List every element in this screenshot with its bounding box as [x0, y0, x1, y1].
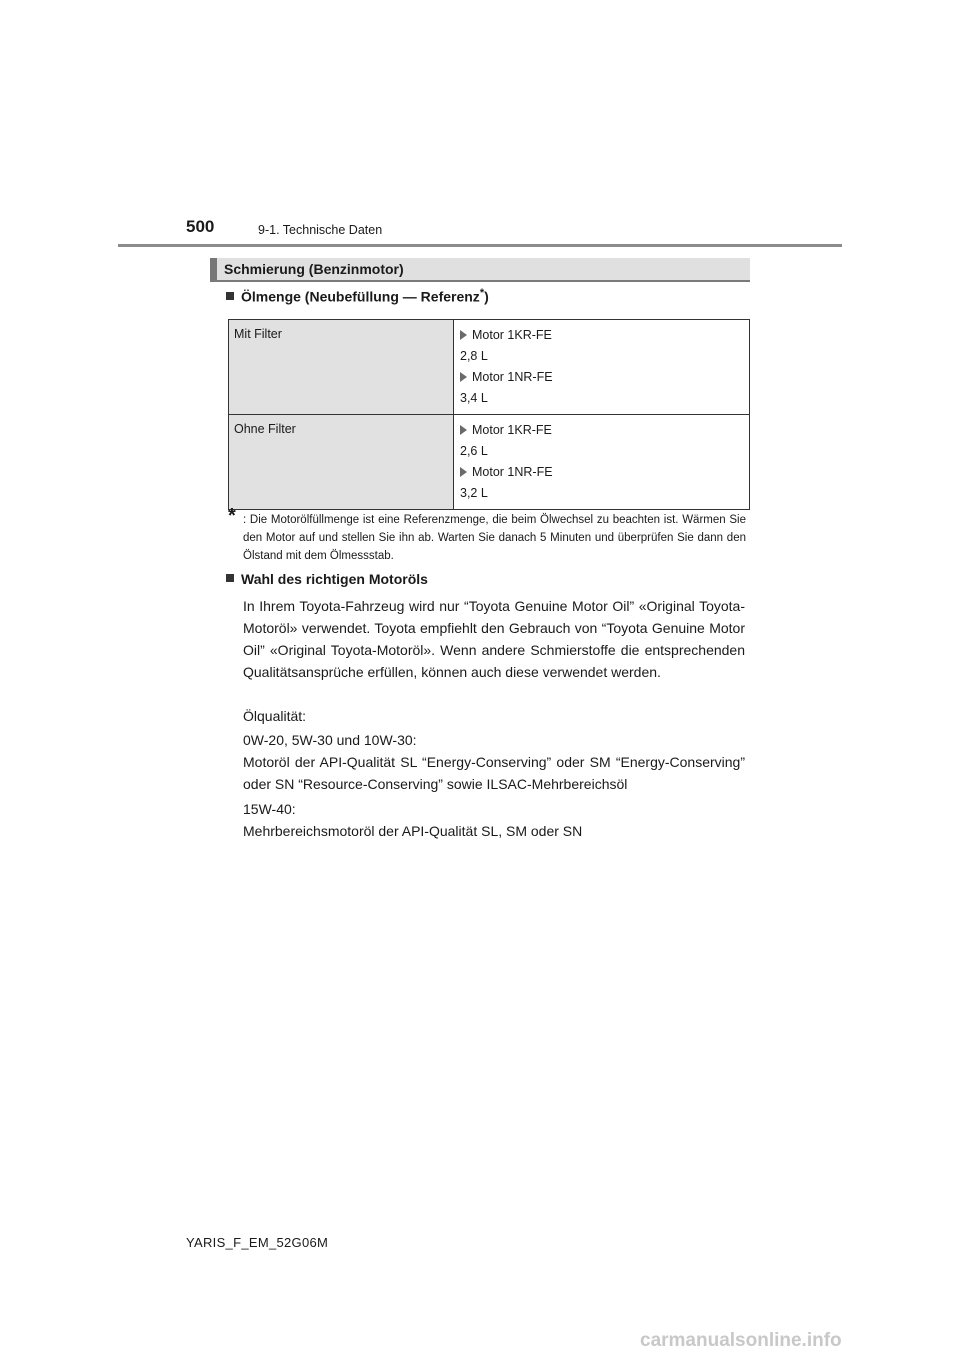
capacity-value: 3,4 L [460, 391, 488, 405]
section-title-bar [210, 258, 750, 282]
capacity-value: 3,2 L [460, 486, 488, 500]
engine-name: Motor 1NR-FE [472, 465, 553, 479]
section-bar-accent [210, 258, 217, 280]
oil-grade-1-label: 0W-20, 5W-30 und 10W-30: [243, 732, 417, 748]
engine-line [460, 462, 743, 483]
square-bullet-icon [226, 292, 234, 300]
engine-line [460, 367, 743, 388]
header-rule [118, 244, 842, 247]
oil-grade-2-text: Mehrbereichsmotoröl der API-Qualität SL, SM oder SN [243, 823, 583, 839]
oil-amount-heading-close: ) [484, 288, 489, 305]
oil-amount-heading [226, 287, 489, 305]
footnote [228, 505, 746, 565]
section-label: 9-1. Technische Daten [258, 223, 383, 237]
oil-grade-1-block [243, 729, 745, 795]
table-row [229, 320, 750, 415]
oil-amount-table [228, 319, 750, 510]
section-title: Schmierung (Benzinmotor) [224, 261, 404, 277]
engine-line [460, 420, 743, 441]
engine-line [460, 325, 743, 346]
oil-choice-heading-text: Wahl des richtigen Motoröls [241, 571, 428, 587]
oil-grade-2-block [243, 798, 745, 842]
oil-grade-1-text: Motoröl der API-Qualität SL “Energy-Conserving” oder SM “Energy-Conserving” oder SN “Resource-Conserving” sowie ILSAC-Mehrbereichsöl [243, 754, 745, 792]
footnote-marker: * [228, 505, 236, 527]
footnote-text: : Die Motorölfüllmenge ist eine Referenzmenge, die beim Ölwechsel zu beachten ist. Wärmen Sie den Motor auf und stellen Sie ihn ab. Warten Sie danach 5 Minuten und überprüfen Sie dann den Ölstand mit dem Ölmessstab. [243, 514, 746, 562]
oil-choice-heading [226, 571, 428, 587]
triangle-arrow-icon [460, 330, 467, 340]
watermark: carmanualsonline.info [640, 1330, 842, 1351]
capacity-value: 2,8 L [460, 349, 488, 363]
engine-name: Motor 1KR-FE [472, 328, 552, 342]
triangle-arrow-icon [460, 372, 467, 382]
square-bullet-icon [226, 574, 234, 582]
table-row-values [454, 415, 750, 510]
oil-grade-2-label: 15W-40: [243, 801, 296, 817]
oil-amount-heading-text: Ölmenge (Neubefüllung — Referenz [241, 288, 480, 305]
document-code: YARIS_F_EM_52G06M [186, 1235, 329, 1250]
capacity-value: 2,6 L [460, 444, 488, 458]
oil-quality-label: Ölqualität: [243, 708, 307, 724]
table-row-label: Mit Filter [229, 320, 454, 415]
oil-choice-paragraph: In Ihrem Toyota-Fahrzeug wird nur “Toyota Genuine Motor Oil” «Original Toyota-Motoröl» verwendet. Toyota empfiehlt den Gebrauch von “Toyota Genuine Motor Oil” «Original Toyota-Motoröl». Wenn andere Schmierstoffe die entsprechenden Qualitätsansprüche erfüllen, können auch diese verwendet werden. [243, 598, 745, 680]
table-row [229, 415, 750, 510]
engine-name: Motor 1KR-FE [472, 423, 552, 437]
engine-name: Motor 1NR-FE [472, 370, 553, 384]
page-number: 500 [186, 217, 215, 236]
triangle-arrow-icon [460, 425, 467, 435]
triangle-arrow-icon [460, 467, 467, 477]
table-row-values [454, 320, 750, 415]
footnote-ref-star: * [479, 287, 485, 299]
table-row-label: Ohne Filter [229, 415, 454, 510]
